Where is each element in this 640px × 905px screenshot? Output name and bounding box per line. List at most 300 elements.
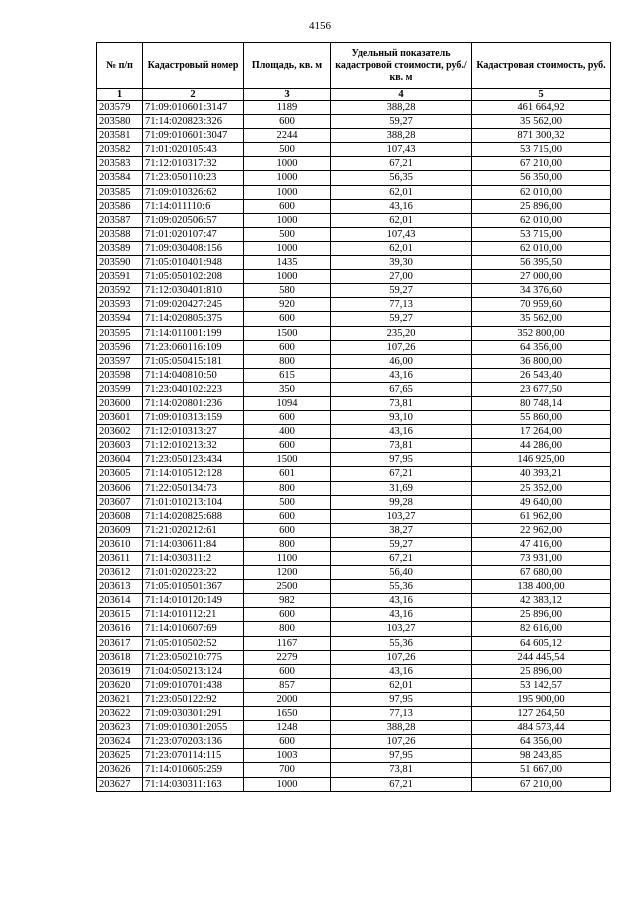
row-number-cell: 203627 <box>97 777 143 791</box>
area-cell: 600 <box>244 439 331 453</box>
specific-rate-cell: 67,21 <box>331 467 472 481</box>
area-cell: 500 <box>244 143 331 157</box>
cadastral-number-cell: 71:09:020427:245 <box>143 298 244 312</box>
table-row <box>97 594 611 608</box>
cadastral-value-cell: 22 962,00 <box>472 523 611 537</box>
table-row <box>97 411 611 425</box>
table-row <box>97 566 611 580</box>
specific-rate-cell: 59,27 <box>331 284 472 298</box>
specific-rate-cell: 235,20 <box>331 326 472 340</box>
row-number-cell: 203595 <box>97 326 143 340</box>
cadastral-number-cell: 71:09:010601:3047 <box>143 129 244 143</box>
specific-rate-cell: 67,65 <box>331 382 472 396</box>
table-row <box>97 298 611 312</box>
row-number-cell: 203591 <box>97 270 143 284</box>
cadastral-number-cell: 71:14:010607:69 <box>143 622 244 636</box>
column-number-5: 5 <box>472 89 611 101</box>
cadastral-value-cell: 23 677,50 <box>472 382 611 396</box>
table-row <box>97 129 611 143</box>
table-row <box>97 326 611 340</box>
cadastral-number-cell: 71:14:030611:84 <box>143 537 244 551</box>
cadastral-value-cell: 53 142,57 <box>472 678 611 692</box>
table-row <box>97 382 611 396</box>
cadastral-number-cell: 71:09:020506:57 <box>143 213 244 227</box>
area-cell: 800 <box>244 354 331 368</box>
cadastral-number-cell: 71:14:030311:2 <box>143 552 244 566</box>
row-number-cell: 203616 <box>97 622 143 636</box>
table-row <box>97 270 611 284</box>
cadastral-value-cell: 146 925,00 <box>472 453 611 467</box>
table-row <box>97 707 611 721</box>
area-cell: 1167 <box>244 636 331 650</box>
row-number-cell: 203599 <box>97 382 143 396</box>
cadastral-number-cell: 71:14:020825:688 <box>143 509 244 523</box>
row-number-cell: 203603 <box>97 439 143 453</box>
specific-rate-cell: 38,27 <box>331 523 472 537</box>
cadastral-value-cell: 62 010,00 <box>472 185 611 199</box>
row-number-cell: 203584 <box>97 171 143 185</box>
table-row <box>97 552 611 566</box>
area-cell: 700 <box>244 763 331 777</box>
cadastral-number-cell: 71:23:070114:115 <box>143 749 244 763</box>
table-row <box>97 537 611 551</box>
cadastral-value-cell: 484 573,44 <box>472 721 611 735</box>
specific-rate-cell: 55,36 <box>331 580 472 594</box>
specific-rate-cell: 107,26 <box>331 340 472 354</box>
cadastral-value-cell: 51 667,00 <box>472 763 611 777</box>
column-number-2: 2 <box>143 89 244 101</box>
specific-rate-cell: 67,21 <box>331 777 472 791</box>
cadastral-number-cell: 71:14:020823:326 <box>143 115 244 129</box>
table-row <box>97 425 611 439</box>
specific-rate-cell: 59,27 <box>331 115 472 129</box>
row-number-cell: 203583 <box>97 157 143 171</box>
cadastral-number-cell: 71:14:030311:163 <box>143 777 244 791</box>
cadastral-number-cell: 71:14:040810:50 <box>143 368 244 382</box>
table-row <box>97 284 611 298</box>
cadastral-number-cell: 71:09:010701:438 <box>143 678 244 692</box>
specific-rate-cell: 97,95 <box>331 692 472 706</box>
cadastral-number-cell: 71:01:020223:22 <box>143 566 244 580</box>
table-row <box>97 678 611 692</box>
area-cell: 2000 <box>244 692 331 706</box>
cadastral-value-cell: 80 748,14 <box>472 396 611 410</box>
row-number-cell: 203587 <box>97 213 143 227</box>
cadastral-number-cell: 71:09:030301:291 <box>143 707 244 721</box>
cadastral-value-cell: 56 350,00 <box>472 171 611 185</box>
cadastral-value-cell: 27 000,00 <box>472 270 611 284</box>
row-number-cell: 203594 <box>97 312 143 326</box>
table-row <box>97 664 611 678</box>
row-number-cell: 203581 <box>97 129 143 143</box>
cadastral-value-cell: 64 356,00 <box>472 735 611 749</box>
area-cell: 1094 <box>244 396 331 410</box>
area-cell: 600 <box>244 312 331 326</box>
cadastral-number-cell: 71:14:010112:21 <box>143 608 244 622</box>
row-number-cell: 203606 <box>97 481 143 495</box>
cadastral-number-cell: 71:23:050110:23 <box>143 171 244 185</box>
specific-rate-cell: 43,16 <box>331 594 472 608</box>
cadastral-value-cell: 352 800,00 <box>472 326 611 340</box>
area-cell: 600 <box>244 509 331 523</box>
specific-rate-cell: 73,81 <box>331 396 472 410</box>
cadastral-number-cell: 71:01:020107:47 <box>143 227 244 241</box>
row-number-cell: 203601 <box>97 411 143 425</box>
table-row <box>97 453 611 467</box>
specific-rate-cell: 62,01 <box>331 213 472 227</box>
cadastral-number-cell: 71:09:030408:156 <box>143 241 244 255</box>
row-number-cell: 203612 <box>97 566 143 580</box>
area-cell: 350 <box>244 382 331 396</box>
column-number-1: 1 <box>97 89 143 101</box>
cadastral-value-cell: 64 605,12 <box>472 636 611 650</box>
specific-rate-cell: 73,81 <box>331 439 472 453</box>
row-number-cell: 203596 <box>97 340 143 354</box>
area-cell: 500 <box>244 495 331 509</box>
cadastral-value-cell: 461 664,92 <box>472 101 611 115</box>
cadastral-number-cell: 71:14:010605:259 <box>143 763 244 777</box>
specific-rate-cell: 59,27 <box>331 537 472 551</box>
page-number: 4156 <box>309 20 331 32</box>
area-cell: 615 <box>244 368 331 382</box>
specific-rate-cell: 93,10 <box>331 411 472 425</box>
specific-rate-cell: 388,28 <box>331 129 472 143</box>
specific-rate-cell: 107,43 <box>331 143 472 157</box>
row-number-cell: 203592 <box>97 284 143 298</box>
table-row <box>97 749 611 763</box>
row-number-cell: 203604 <box>97 453 143 467</box>
cadastral-number-cell: 71:05:010401:948 <box>143 256 244 270</box>
cadastral-number-cell: 71:09:010301:2055 <box>143 721 244 735</box>
cadastral-number-cell: 71:12:010213:32 <box>143 439 244 453</box>
cadastral-value-cell: 98 243,85 <box>472 749 611 763</box>
table-row <box>97 256 611 270</box>
cadastral-value-cell: 25 352,00 <box>472 481 611 495</box>
cadastral-value-cell: 49 640,00 <box>472 495 611 509</box>
area-cell: 600 <box>244 608 331 622</box>
row-number-cell: 203585 <box>97 185 143 199</box>
specific-rate-cell: 43,16 <box>331 608 472 622</box>
cadastral-number-cell: 71:23:050122:92 <box>143 692 244 706</box>
specific-rate-cell: 77,13 <box>331 707 472 721</box>
cadastral-number-cell: 71:14:011110:6 <box>143 199 244 213</box>
area-cell: 1500 <box>244 326 331 340</box>
row-number-cell: 203600 <box>97 396 143 410</box>
specific-rate-cell: 43,16 <box>331 199 472 213</box>
cadastral-number-cell: 71:04:050213:124 <box>143 664 244 678</box>
table-body <box>97 101 611 792</box>
table-row <box>97 340 611 354</box>
cadastral-value-cell: 47 416,00 <box>472 537 611 551</box>
area-cell: 2279 <box>244 650 331 664</box>
specific-rate-cell: 62,01 <box>331 678 472 692</box>
row-number-cell: 203597 <box>97 354 143 368</box>
cadastral-value-cell: 34 376,60 <box>472 284 611 298</box>
row-number-cell: 203609 <box>97 523 143 537</box>
area-cell: 1200 <box>244 566 331 580</box>
header-cadastral-number: Кадастровый номер <box>143 43 244 89</box>
cadastral-number-cell: 71:23:050210:775 <box>143 650 244 664</box>
cadastral-number-cell: 71:05:010502:52 <box>143 636 244 650</box>
area-cell: 800 <box>244 622 331 636</box>
area-cell: 600 <box>244 664 331 678</box>
row-number-cell: 203607 <box>97 495 143 509</box>
area-cell: 600 <box>244 340 331 354</box>
row-number-cell: 203586 <box>97 199 143 213</box>
cadastral-value-cell: 127 264,50 <box>472 707 611 721</box>
row-number-cell: 203613 <box>97 580 143 594</box>
specific-rate-cell: 67,21 <box>331 552 472 566</box>
area-cell: 982 <box>244 594 331 608</box>
cadastral-value-table <box>96 42 611 792</box>
header-cadastral-value: Кадастровая стоимость, руб. <box>472 43 611 89</box>
row-number-cell: 203626 <box>97 763 143 777</box>
cadastral-value-cell: 61 962,00 <box>472 509 611 523</box>
area-cell: 2500 <box>244 580 331 594</box>
table-row <box>97 312 611 326</box>
table-row <box>97 467 611 481</box>
cadastral-value-cell: 67 680,00 <box>472 566 611 580</box>
cadastral-value-cell: 56 395,50 <box>472 256 611 270</box>
table-row <box>97 763 611 777</box>
cadastral-value-cell: 138 400,00 <box>472 580 611 594</box>
table-row <box>97 692 611 706</box>
table-row <box>97 199 611 213</box>
cadastral-value-cell: 25 896,00 <box>472 199 611 213</box>
area-cell: 1000 <box>244 241 331 255</box>
specific-rate-cell: 43,16 <box>331 664 472 678</box>
area-cell: 1000 <box>244 270 331 284</box>
specific-rate-cell: 46,00 <box>331 354 472 368</box>
area-cell: 400 <box>244 425 331 439</box>
cadastral-number-cell: 71:05:050102:208 <box>143 270 244 284</box>
specific-rate-cell: 56,40 <box>331 566 472 580</box>
table-row <box>97 622 611 636</box>
row-number-cell: 203618 <box>97 650 143 664</box>
row-number-cell: 203617 <box>97 636 143 650</box>
cadastral-number-cell: 71:23:050123:434 <box>143 453 244 467</box>
table-row <box>97 509 611 523</box>
specific-rate-cell: 56,35 <box>331 171 472 185</box>
row-number-cell: 203610 <box>97 537 143 551</box>
row-number-cell: 203623 <box>97 721 143 735</box>
table-row <box>97 777 611 791</box>
cadastral-number-cell: 71:14:010120:149 <box>143 594 244 608</box>
cadastral-number-cell: 71:22:050134:73 <box>143 481 244 495</box>
specific-rate-cell: 107,43 <box>331 227 472 241</box>
cadastral-value-cell: 53 715,00 <box>472 227 611 241</box>
specific-rate-cell: 59,27 <box>331 312 472 326</box>
specific-rate-cell: 99,28 <box>331 495 472 509</box>
cadastral-value-cell: 55 860,00 <box>472 411 611 425</box>
cadastral-value-cell: 35 562,00 <box>472 312 611 326</box>
table-row <box>97 580 611 594</box>
area-cell: 1000 <box>244 157 331 171</box>
row-number-cell: 203588 <box>97 227 143 241</box>
row-number-cell: 203625 <box>97 749 143 763</box>
specific-rate-cell: 388,28 <box>331 721 472 735</box>
specific-rate-cell: 97,95 <box>331 453 472 467</box>
area-cell: 601 <box>244 467 331 481</box>
specific-rate-cell: 77,13 <box>331 298 472 312</box>
cadastral-value-cell: 871 300,32 <box>472 129 611 143</box>
area-cell: 857 <box>244 678 331 692</box>
table-row <box>97 227 611 241</box>
cadastral-value-cell: 35 562,00 <box>472 115 611 129</box>
cadastral-number-cell: 71:09:010601:3147 <box>143 101 244 115</box>
specific-rate-cell: 43,16 <box>331 368 472 382</box>
table-row <box>97 101 611 115</box>
specific-rate-cell: 388,28 <box>331 101 472 115</box>
cadastral-value-cell: 36 800,00 <box>472 354 611 368</box>
cadastral-value-cell: 73 931,00 <box>472 552 611 566</box>
cadastral-value-cell: 25 896,00 <box>472 608 611 622</box>
cadastral-number-cell: 71:23:060116:109 <box>143 340 244 354</box>
header-row-number: № п/п <box>97 43 143 89</box>
table-row <box>97 650 611 664</box>
row-number-cell: 203582 <box>97 143 143 157</box>
cadastral-value-cell: 70 959,60 <box>472 298 611 312</box>
cadastral-value-cell: 25 896,00 <box>472 664 611 678</box>
cadastral-number-cell: 71:12:030401:810 <box>143 284 244 298</box>
specific-rate-cell: 62,01 <box>331 185 472 199</box>
specific-rate-cell: 73,81 <box>331 763 472 777</box>
row-number-cell: 203598 <box>97 368 143 382</box>
area-cell: 800 <box>244 537 331 551</box>
area-cell: 920 <box>244 298 331 312</box>
table-row <box>97 396 611 410</box>
area-cell: 1000 <box>244 185 331 199</box>
table-row <box>97 143 611 157</box>
row-number-cell: 203602 <box>97 425 143 439</box>
cadastral-value-cell: 40 393,21 <box>472 467 611 481</box>
row-number-cell: 203608 <box>97 509 143 523</box>
table-row <box>97 636 611 650</box>
table-row <box>97 523 611 537</box>
cadastral-value-cell: 244 445,54 <box>472 650 611 664</box>
column-number-3: 3 <box>244 89 331 101</box>
cadastral-number-cell: 71:01:020105:43 <box>143 143 244 157</box>
cadastral-number-cell: 71:14:010512:128 <box>143 467 244 481</box>
cadastral-value-cell: 195 900,00 <box>472 692 611 706</box>
row-number-cell: 203620 <box>97 678 143 692</box>
specific-rate-cell: 55,36 <box>331 636 472 650</box>
row-number-cell: 203593 <box>97 298 143 312</box>
row-number-cell: 203622 <box>97 707 143 721</box>
specific-rate-cell: 31,69 <box>331 481 472 495</box>
cadastral-value-cell: 44 286,00 <box>472 439 611 453</box>
cadastral-value-cell: 17 264,00 <box>472 425 611 439</box>
row-number-cell: 203589 <box>97 241 143 255</box>
row-number-cell: 203590 <box>97 256 143 270</box>
table-row <box>97 721 611 735</box>
area-cell: 1189 <box>244 101 331 115</box>
area-cell: 2244 <box>244 129 331 143</box>
row-number-cell: 203579 <box>97 101 143 115</box>
area-cell: 1435 <box>244 256 331 270</box>
cadastral-number-cell: 71:05:050415:181 <box>143 354 244 368</box>
table-row <box>97 608 611 622</box>
specific-rate-cell: 67,21 <box>331 157 472 171</box>
cadastral-value-cell: 82 616,00 <box>472 622 611 636</box>
row-number-cell: 203611 <box>97 552 143 566</box>
area-cell: 800 <box>244 481 331 495</box>
specific-rate-cell: 27,00 <box>331 270 472 284</box>
area-cell: 1000 <box>244 171 331 185</box>
area-cell: 600 <box>244 735 331 749</box>
table-row <box>97 185 611 199</box>
cadastral-value-cell: 26 543,40 <box>472 368 611 382</box>
table-row <box>97 481 611 495</box>
header-specific-rate: Удельный показатель кадастровой стоимости, руб./кв. м <box>331 43 472 89</box>
area-cell: 500 <box>244 227 331 241</box>
area-cell: 1100 <box>244 552 331 566</box>
specific-rate-cell: 103,27 <box>331 622 472 636</box>
table-row <box>97 213 611 227</box>
cadastral-number-cell: 71:01:010213:104 <box>143 495 244 509</box>
specific-rate-cell: 97,95 <box>331 749 472 763</box>
table-row <box>97 171 611 185</box>
cadastral-number-cell: 71:23:040102:223 <box>143 382 244 396</box>
cadastral-value-cell: 53 715,00 <box>472 143 611 157</box>
cadastral-value-cell: 64 356,00 <box>472 340 611 354</box>
cadastral-number-cell: 71:21:020212:61 <box>143 523 244 537</box>
cadastral-value-cell: 42 383,12 <box>472 594 611 608</box>
specific-rate-cell: 103,27 <box>331 509 472 523</box>
table-row <box>97 439 611 453</box>
specific-rate-cell: 107,26 <box>331 735 472 749</box>
specific-rate-cell: 43,16 <box>331 425 472 439</box>
table-row <box>97 354 611 368</box>
cadastral-value-cell: 62 010,00 <box>472 213 611 227</box>
table-row <box>97 157 611 171</box>
area-cell: 1500 <box>244 453 331 467</box>
cadastral-number-cell: 71:23:070203:136 <box>143 735 244 749</box>
row-number-cell: 203580 <box>97 115 143 129</box>
table-row <box>97 368 611 382</box>
specific-rate-cell: 107,26 <box>331 650 472 664</box>
table-row <box>97 241 611 255</box>
area-cell: 580 <box>244 284 331 298</box>
cadastral-number-cell: 71:14:011001:199 <box>143 326 244 340</box>
cadastral-number-cell: 71:05:010501:367 <box>143 580 244 594</box>
table-row <box>97 495 611 509</box>
area-cell: 1000 <box>244 777 331 791</box>
row-number-cell: 203614 <box>97 594 143 608</box>
area-cell: 600 <box>244 115 331 129</box>
row-number-cell: 203621 <box>97 692 143 706</box>
area-cell: 1248 <box>244 721 331 735</box>
cadastral-value-cell: 67 210,00 <box>472 157 611 171</box>
area-cell: 1650 <box>244 707 331 721</box>
cadastral-number-cell: 71:14:020801:236 <box>143 396 244 410</box>
column-number-4: 4 <box>331 89 472 101</box>
table-row <box>97 735 611 749</box>
cadastral-number-cell: 71:12:010317:32 <box>143 157 244 171</box>
specific-rate-cell: 39,30 <box>331 256 472 270</box>
area-cell: 600 <box>244 411 331 425</box>
area-cell: 1000 <box>244 213 331 227</box>
specific-rate-cell: 62,01 <box>331 241 472 255</box>
row-number-cell: 203605 <box>97 467 143 481</box>
cadastral-number-cell: 71:12:010313:27 <box>143 425 244 439</box>
table-row <box>97 115 611 129</box>
cadastral-number-cell: 71:09:010313:159 <box>143 411 244 425</box>
cadastral-value-cell: 62 010,00 <box>472 241 611 255</box>
row-number-cell: 203624 <box>97 735 143 749</box>
header-area: Площадь, кв. м <box>244 43 331 89</box>
row-number-cell: 203615 <box>97 608 143 622</box>
